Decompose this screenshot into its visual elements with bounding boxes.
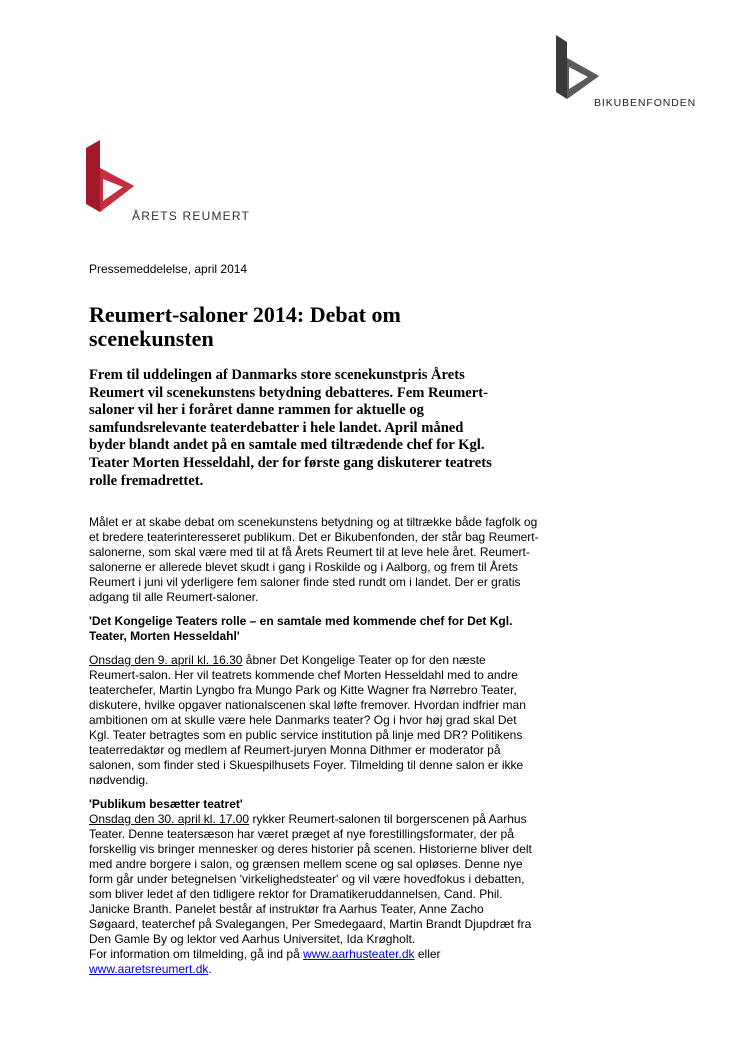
intro-line: salonerne, som skal være med til at få Årets Reumert til at leve hele året. Reumert- — [89, 545, 530, 560]
info-text: eller — [414, 947, 441, 962]
bikubenfonden-logo — [554, 35, 714, 115]
lead-line: samfundsrelevante teaterdebatter i hele landet. April måned — [89, 419, 464, 436]
lead-line: Teater Morten Hesseldahl, der for første gang diskuterer teatrets — [89, 454, 492, 471]
lead-line: saloner vil her i foråret danne rammen for aktuelle og — [89, 402, 424, 419]
dateline: Pressemeddelelse, april 2014 — [89, 262, 248, 276]
section-paragraph — [89, 812, 559, 977]
aaretsreumert-link[interactable]: www.aaretsreumert.dk — [89, 962, 209, 977]
body-line: Kgl. Teater betragtes som en public service institution på linje med DR? Politikens — [89, 728, 523, 743]
body-line: som bliver ledet af den tidligere rektor for Dramatikeruddannelsen, Cand. Phil. — [89, 887, 503, 902]
body-line: forskellig vis bringer mennesker og deres historier på scenen. Historierne bliver delt — [89, 842, 532, 857]
title-line: Reumert-saloner 2014: Debat om — [89, 302, 401, 327]
body-line: Den Gamle By og lektor ved Aarhus Universitet, Ida Krøgholt. — [89, 932, 416, 947]
aarets-reumert-wordmark: ÅRETS REUMERT — [132, 209, 251, 223]
intro-line: Målet er at skabe debat om scenekunstens betydning og at tiltrække både fagfolk og — [89, 515, 538, 530]
body-line: teaterredaktør og medlem af Reumert-juryen Monna Dithmer er moderator på — [89, 743, 501, 758]
lead-paragraph — [89, 367, 559, 490]
intro-line: salonerne er allerede blevet skudt i gang i Roskilde og i Aalborg, og frem til Årets — [89, 560, 518, 575]
body-line: nødvendig. — [89, 773, 149, 788]
intro-line: Reumert i juni vil yderligere fem saloner finde sted rundt om i landet. Der er gratis — [89, 575, 521, 590]
event-date: Onsdag den 9. april kl. 16.30 — [89, 653, 243, 668]
body-line: Teater. Denne teatersæson har været præget af nye forestillingsformater, der på — [89, 827, 514, 842]
body-line: salonen, som finder sted i Skuespilhusets Foyer. Tilmelding til denne salon er ikke — [89, 758, 524, 773]
section-heading: 'Publikum besætter teatret' — [89, 797, 243, 812]
body-line: rykker Reumert-salonen til borgerscenen på Aarhus — [249, 812, 527, 827]
section-heading-line: Teater, Morten Hesseldahl' — [89, 629, 240, 644]
intro-line: adgang til alle Reumert-saloner. — [89, 590, 259, 605]
section-paragraph — [89, 653, 559, 788]
aarhusteater-link[interactable]: www.aarhusteater.dk — [303, 947, 415, 962]
body-line: teaterchefer, Martin Lyngbo fra Mungo Park og Kitte Wagner fra Nørrebro Teater, — [89, 683, 517, 698]
section-heading — [89, 614, 559, 644]
info-text: For information om tilmelding, gå ind på — [89, 947, 304, 962]
title-line: scenekunsten — [89, 326, 214, 351]
intro-line: et bredere teaterinteresseret publikum. Det er Bikubenfonden, der står bag Reumert- — [89, 530, 539, 545]
reumert-b-icon — [86, 140, 134, 212]
aarets-reumert-logo — [86, 140, 286, 230]
lead-line: Frem til uddelingen af Danmarks store scenekunstpris Årets — [89, 367, 465, 383]
body-line: form går under betegnelsen 'virkelighedsteater' og vil være hovedfokus i debatten, — [89, 872, 525, 887]
info-text: . — [208, 962, 212, 977]
bikubenfonden-b-icon — [556, 35, 602, 99]
body-line: ambitionen om at skulle være hele Danmarks teater? Og i hvor høj grad skal Det — [89, 713, 517, 728]
event-date: Onsdag den 30. april kl. 17.00 — [89, 812, 250, 827]
body-line: Janicke Branth. Panelet består af instruktør fra Aarhus Teater, Anne Zacho — [89, 902, 484, 917]
body-line: med andre borgere i salon, og grænsen mellem scene og sal opløses. Denne nye — [89, 857, 523, 872]
body-line: Reumert-salon. Her vil teatrets kommende chef Morten Hesseldahl med to andre — [89, 668, 518, 683]
lead-line: byder blandt andet på en samtale med tiltrædende chef for Kgl. — [89, 437, 485, 454]
body-line: Søgaard, teaterchef på Svalegangen, Per Smedegaard, Martin Brandt Djupdræt fra — [89, 917, 532, 932]
section-heading-line: 'Det Kongelige Teaters rolle – en samtale med kommende chef for Det Kgl. — [89, 614, 513, 629]
page-title — [89, 303, 559, 351]
lead-line: Reumert vil scenekunstens betydning debatteres. Fem Reumert- — [89, 384, 488, 401]
body-line: diskutere, hvilke opgaver nationalscenen skal løfte fremover. Hvordan indfrier man — [89, 698, 526, 713]
body-line: åbner Det Kongelige Teater op for den næste — [242, 653, 486, 668]
press-release — [89, 262, 559, 986]
lead-line: rolle fremadrettet. — [89, 472, 204, 489]
intro-paragraph — [89, 515, 559, 605]
bikubenfonden-wordmark: BIKUBENFONDEN — [594, 97, 697, 109]
